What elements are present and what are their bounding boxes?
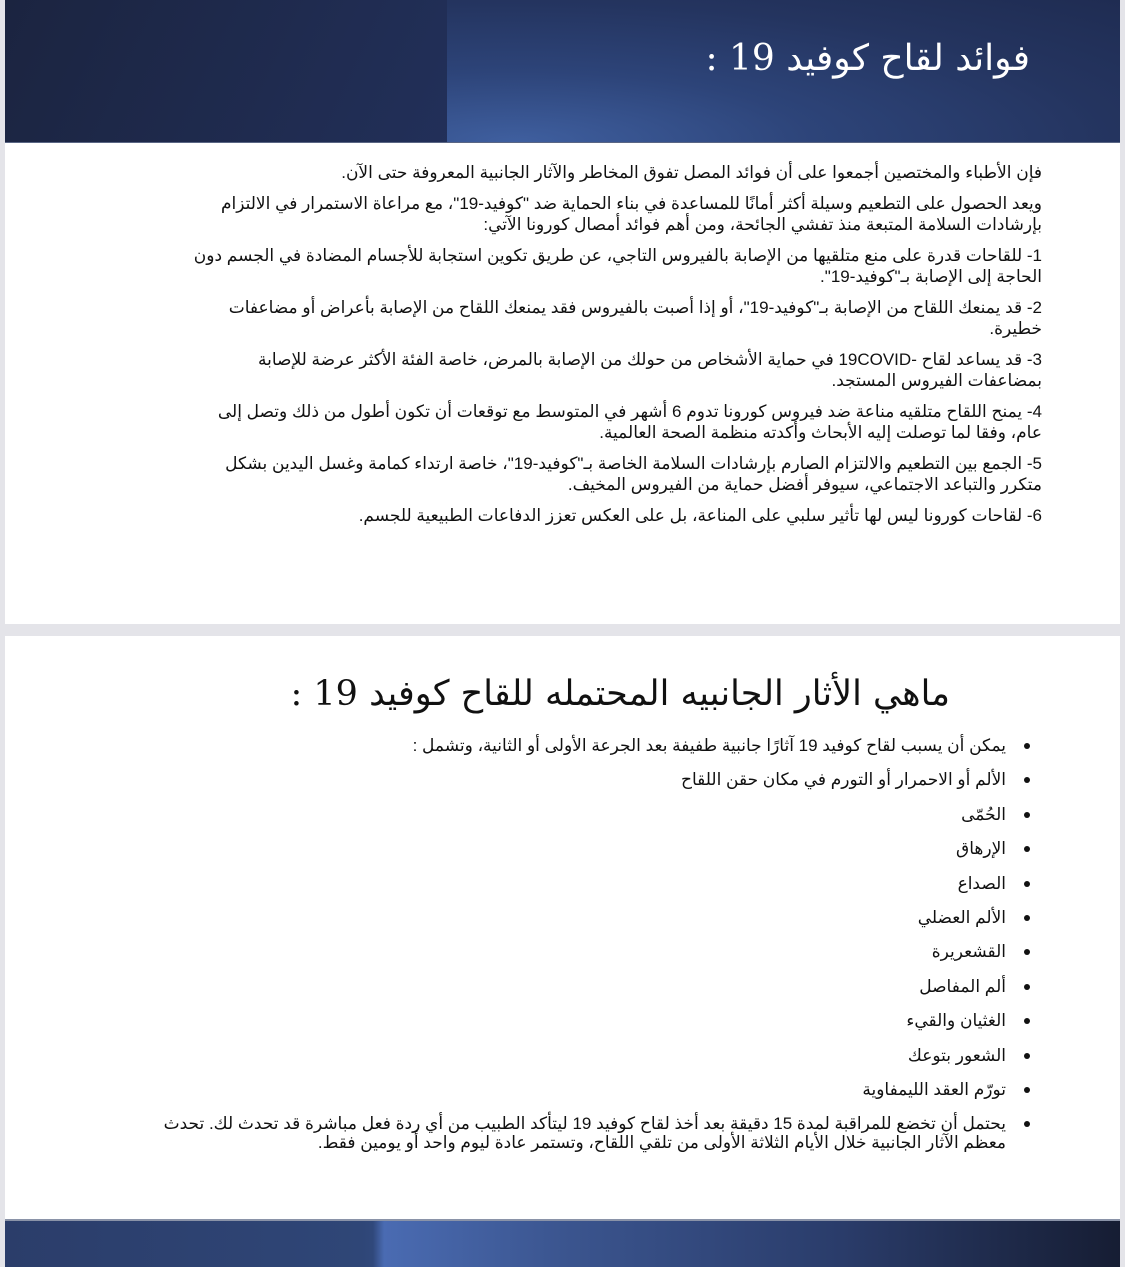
benefit-item: 5- الجمع بين التطعيم والالتزام الصارم بإرشادات السلامة الخاصة بـ"كوفيد-19"، خاصة ارتداء كمامة وغسل اليدين بشكل متكرر والتباعد الاجتماعي، سيوفر أفضل حماية من الفيروس المخيف. — [225, 454, 1042, 494]
slide-side-effects — [5, 636, 1120, 1267]
list-item — [152, 736, 1032, 756]
list-item-text: الشعور بتوعك — [907, 1045, 1006, 1065]
list-item-text: تورّم العقد الليمفاوية — [862, 1079, 1006, 1099]
bullet-icon — [1024, 881, 1030, 887]
slide-title: فوائد لقاح كوفيد 19 : — [705, 38, 1030, 79]
list-item-text: الألم أو الاحمرار أو التورم في مكان حقن اللقاح — [681, 770, 1006, 790]
list-item — [152, 1011, 1032, 1031]
list-item-text: يمكن أن يسبب لقاح كوفيد 19 آثارًا جانبية طفيفة بعد الجرعة الأولى أو الثانية، وتشمل : — [412, 736, 1006, 755]
list-item-text: يحتمل أن تخضع للمراقبة لمدة 15 دقيقة بعد أخذ لقاح كوفيد 19 ليتأكد الطبيب من أي ردة فعل مباشرة قد تحدث لك. تحدث معظم الآثار الجانبية خلال الأيام الثلاثة الأولى من تلقي اللقاح، وتستمر عادة ليوم واحد أو يومين فقط. — [163, 1114, 1006, 1153]
slide-benefits — [5, 0, 1120, 624]
bullet-icon — [1024, 846, 1030, 852]
list-item-text: الألم العضلي — [917, 907, 1006, 927]
list-item-text: الغثيان والقيء — [906, 1011, 1006, 1031]
list-item-text: الإرهاق — [956, 839, 1006, 859]
list-item — [152, 977, 1032, 997]
list-item — [152, 908, 1032, 928]
bullet-icon — [1024, 984, 1030, 990]
bullet-icon — [1024, 1018, 1030, 1024]
bullet-icon — [1024, 743, 1030, 749]
slide-footer-band — [5, 1219, 1120, 1267]
list-item — [152, 942, 1032, 962]
list-item — [152, 1046, 1032, 1066]
bullet-icon — [1024, 777, 1030, 783]
list-item-text: ألم المفاصل — [919, 976, 1006, 996]
list-item — [152, 839, 1032, 859]
benefit-item: 1- للقاحات قدرة على منع متلقيها من الإصابة بالفيروس التاجي، عن طريق تكوين استجابة للأجسام المضادة في الجسم دون الحاجة إلى الإصابة بـ"كوفيد-19". — [193, 246, 1042, 286]
bullet-icon — [1024, 949, 1030, 955]
list-item-text: القشعريرة — [931, 942, 1006, 962]
list-item-text: الحُمّى — [961, 804, 1006, 824]
list-item — [152, 770, 1032, 790]
bullet-icon — [1024, 812, 1030, 818]
list-item — [152, 805, 1032, 825]
benefit-item: 6- لقاحات كورونا ليس لها تأثير سلبي على المناعة، بل على العكس تعزز الدفاعات الطبيعية للجسم. — [358, 506, 1042, 525]
slide-header-band — [5, 0, 1120, 143]
side-effects-list — [152, 736, 1032, 1167]
slide-title: ماهي الأثار الجانبيه المحتمله للقاح كوفيد 19 : — [290, 674, 950, 714]
list-item — [152, 1114, 1032, 1152]
benefit-item: 2- قد يمنعك اللقاح من الإصابة بـ"كوفيد-19"، أو إذا أصبت بالفيروس فقد يمنعك اللقاح من الإصابة بأعراض أو مضاعفات خطيرة. — [228, 298, 1042, 338]
bullet-icon — [1024, 1121, 1030, 1127]
bullet-icon — [1024, 1087, 1030, 1093]
intro-paragraph: فإن الأطباء والمختصين أجمعوا على أن فوائد المصل تفوق المخاطر والآثار الجانبية المعروفة حتى الآن. — [341, 163, 1042, 182]
bullet-icon — [1024, 1053, 1030, 1059]
list-item-text: الصداع — [957, 873, 1006, 893]
bullet-icon — [1024, 915, 1030, 921]
list-item — [152, 1080, 1032, 1100]
intro-paragraph: ويعد الحصول على التطعيم وسيلة أكثر أمانًا للمساعدة في بناء الحماية ضد "كوفيد-19"، مع مراعاة الاستمرار في الالتزام بإرشادات السلامة المتبعة منذ تفشي الجائحة، ومن أهم فوائد أمصال كورونا الآتي: — [220, 194, 1042, 234]
benefit-item: 3- قد يساعد لقاح -19COVID في حماية الأشخاص من حولك من الإصابة بالمرض، خاصة الفئة الأكثر عرضة للإصابة بمضاعفات الفيروس المستجد. — [258, 350, 1042, 390]
list-item — [152, 874, 1032, 894]
benefits-text — [182, 162, 1042, 536]
benefit-item: 4- يمنح اللقاح متلقيه مناعة ضد فيروس كورونا تدوم 6 أشهر في المتوسط مع توقعات أن تكون أطول من ذلك وتصل إلى عام، وفقا لما توصلت إليه الأبحاث وأكدته منظمة الصحة العالمية. — [217, 402, 1042, 442]
